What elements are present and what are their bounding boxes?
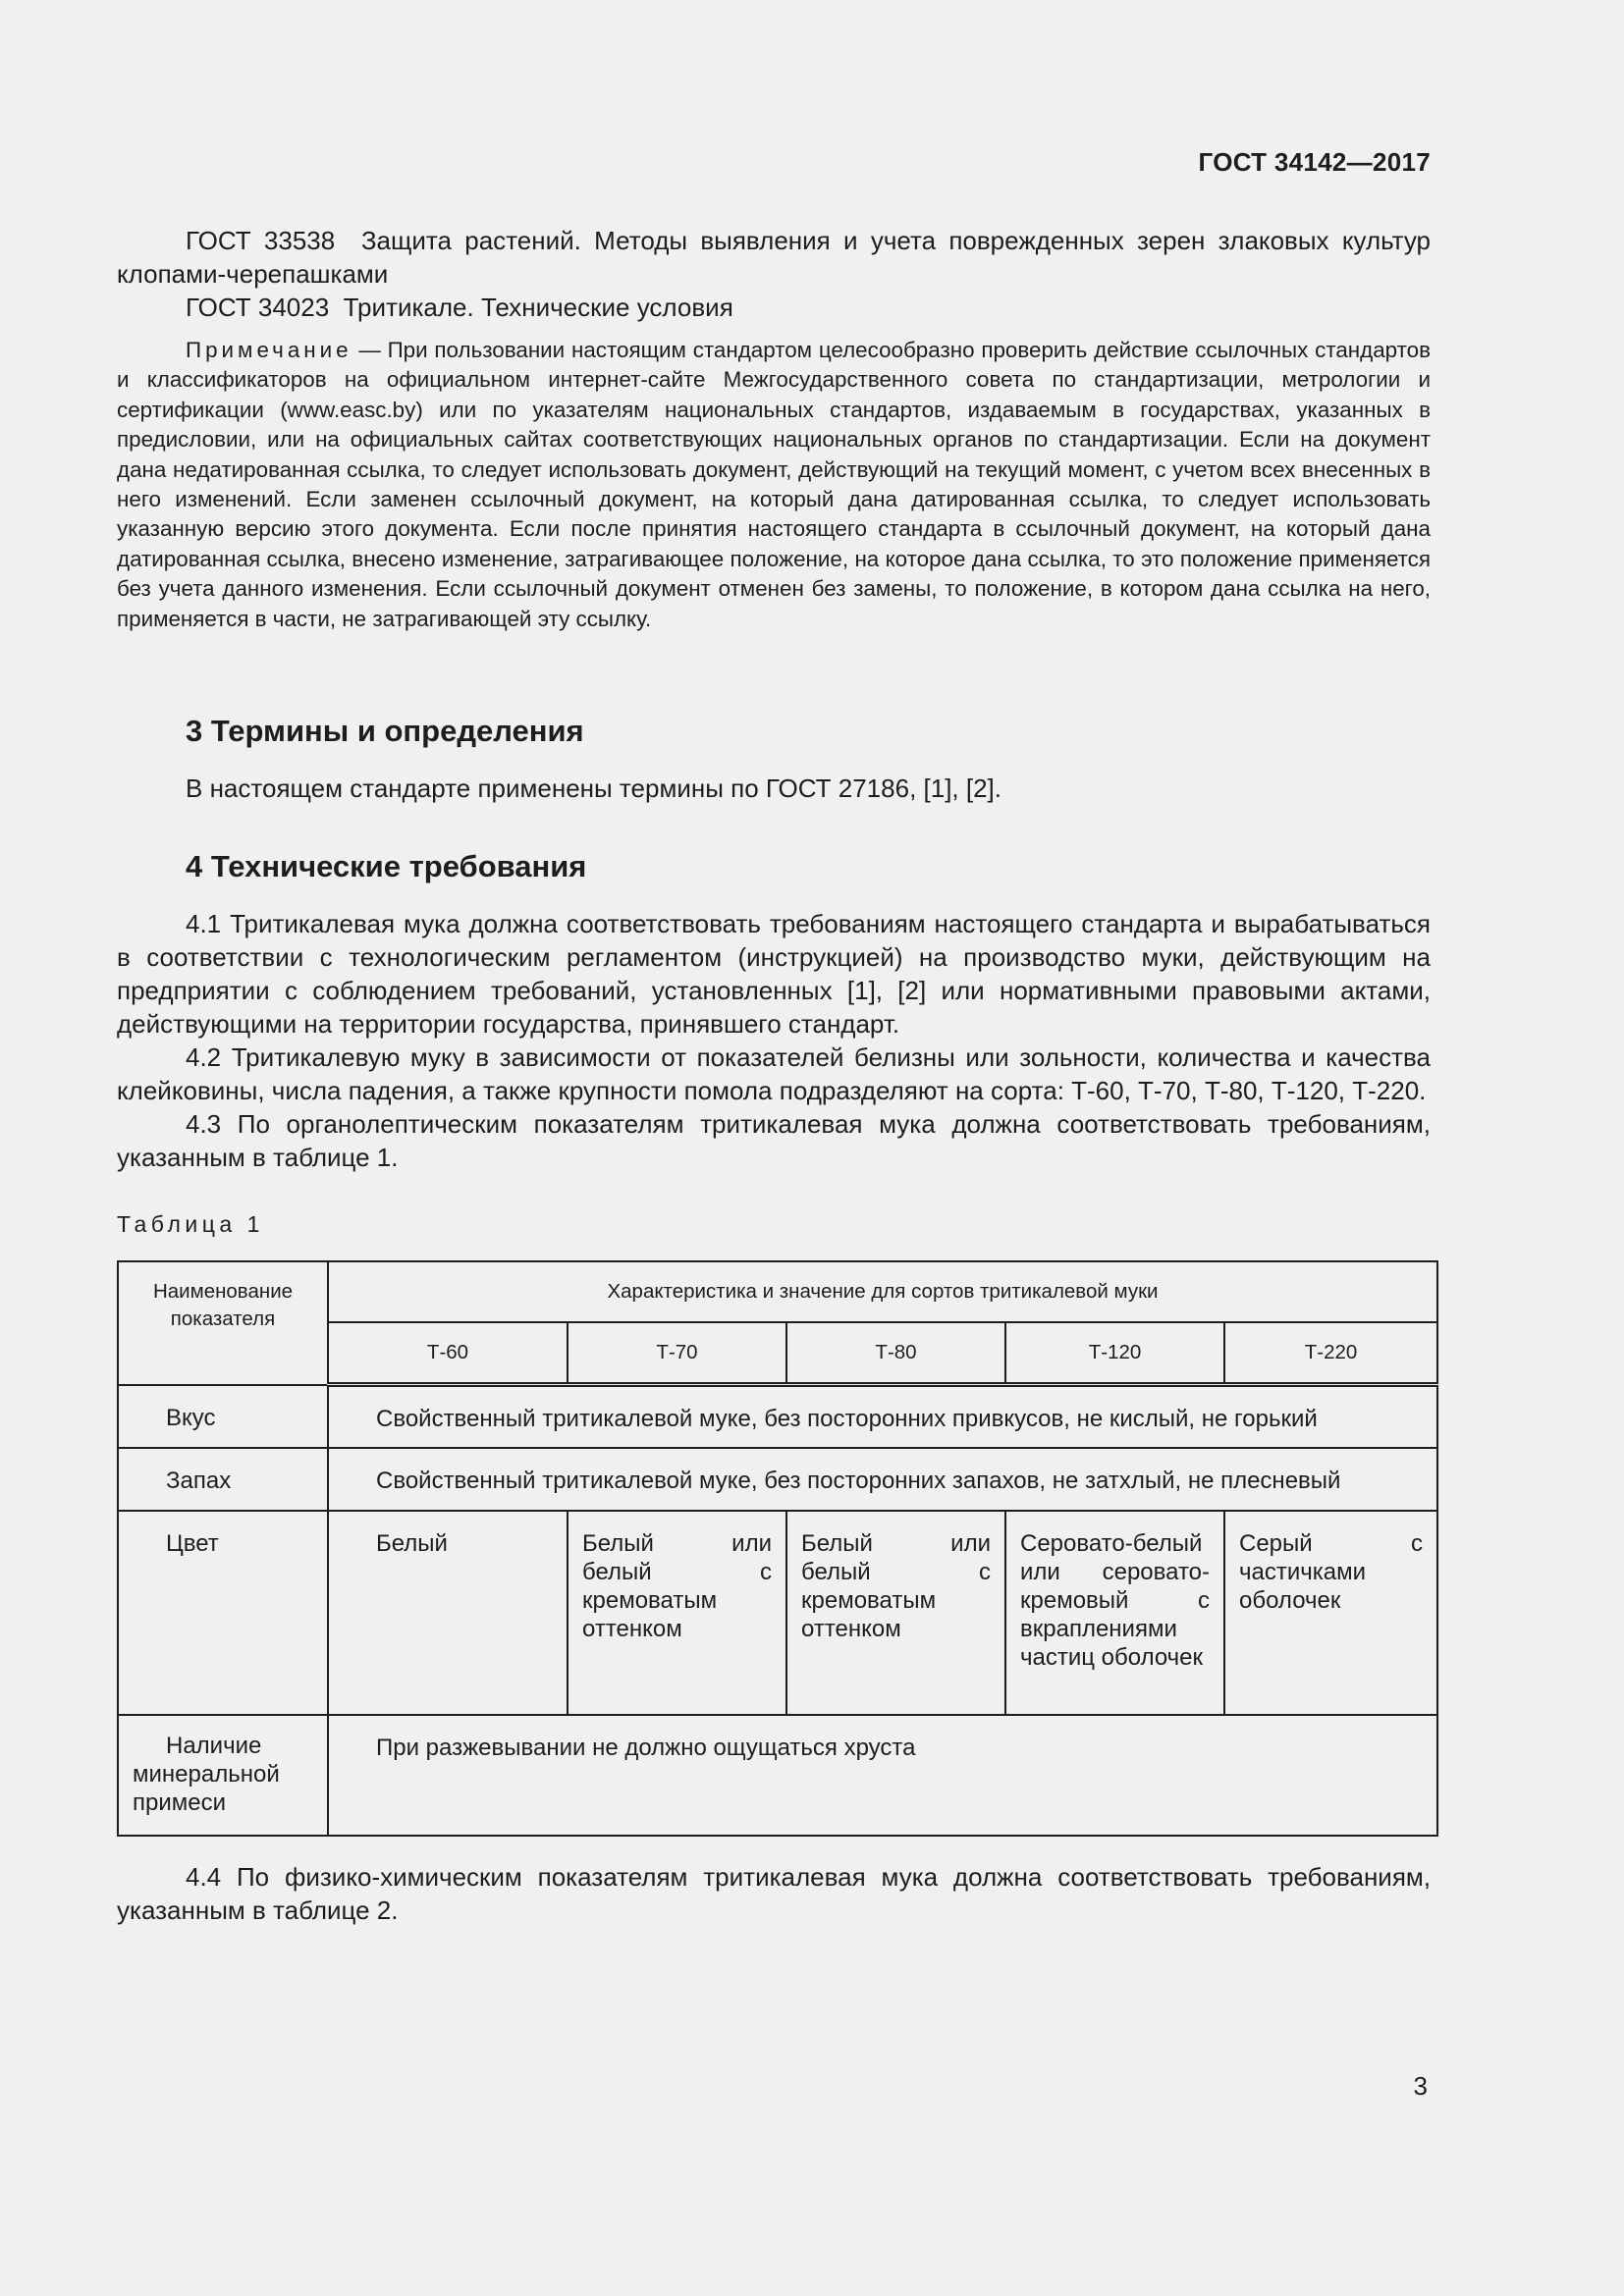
section-3-text: В настоящем стандарте применены термины по ГОСТ 27186, [1], [2]. xyxy=(186,774,1001,804)
indicator-name: Запах xyxy=(118,1448,328,1511)
sort-header: Т-60 xyxy=(328,1322,568,1385)
note-paragraph xyxy=(117,336,1431,634)
indicator-value: Свойственный тритикалевой муке, без посторонних запахов, не затхлый, не плесневый xyxy=(328,1448,1437,1511)
clause-4-1: 4.1 Тритикалевая мука должна соответствовать требованиям настоящего стандарта и вырабатываться в соответствии с технологическим регламентом (инструкцией) на производство муки, действующим на предприятии с соблюдением требований, установленных [1], [2] или нормативными правовыми актами, действующими на территории государства, принявшего стандарт. xyxy=(117,909,1431,1040)
section-4-heading: 4 Технические требования xyxy=(186,849,587,884)
table-caption: Таблица 1 xyxy=(117,1211,264,1238)
table-row-smell xyxy=(118,1448,1437,1511)
document-id: ГОСТ 34142—2017 xyxy=(1198,147,1431,177)
indicator-value: Свойственный тритикалевой муке, без посторонних привкусов, не кислый, не горький xyxy=(328,1385,1437,1448)
reference-code: ГОСТ 33538 xyxy=(186,226,336,255)
indicator-name-line: Наличие xyxy=(166,1732,262,1759)
sort-header: Т-220 xyxy=(1224,1322,1437,1385)
color-value-t220: Серый с частичками оболочек xyxy=(1224,1511,1437,1715)
table-row-taste xyxy=(118,1385,1437,1448)
indicator-name-line: минеральной xyxy=(133,1760,280,1788)
clause-4-2: 4.2 Тритикалевую муку в зависимости от показателей белизны или зольности, количества и качества клейковины, числа падения, а также крупности помола подразделяют на сорта: Т-60, Т-70, Т-80, Т-120, Т-220. xyxy=(117,1042,1431,1106)
indicator-name xyxy=(118,1715,328,1836)
reference-gost-34023 xyxy=(117,291,1431,324)
indicator-name-line: примеси xyxy=(133,1789,227,1816)
clause-4-4: 4.4 По физико-химическим показателям тритикалевая мука должна соответствовать требованиям, указанным в таблице 2. xyxy=(117,1861,1431,1925)
reference-code: ГОСТ 34023 xyxy=(186,293,330,322)
reference-title: Защита растений. Методы выявления и учета поврежденных зерен злаковых культур клопами-черепашками xyxy=(117,226,1431,289)
color-value-t60: Белый xyxy=(328,1511,568,1715)
page-content xyxy=(117,224,1431,1927)
sort-header: Т-70 xyxy=(568,1322,786,1385)
table-row-mineral xyxy=(118,1715,1437,1836)
color-value-t120: Серовато-белый или серовато-кремовый с вкраплениями частиц оболочек xyxy=(1005,1511,1224,1715)
table-1 xyxy=(117,1260,1438,1837)
section-3-heading: 3 Термины и определения xyxy=(186,714,584,749)
color-value-t80: Белый или белый с кремоватым оттенком xyxy=(786,1511,1005,1715)
color-value-t70: Белый или белый с кремоватым оттенком xyxy=(568,1511,786,1715)
sort-header: Т-80 xyxy=(786,1322,1005,1385)
sort-header: Т-120 xyxy=(1005,1322,1224,1385)
note-label: Примечание xyxy=(186,338,352,362)
indicator-value: При разжевывании не должно ощущаться хруста xyxy=(328,1715,1437,1836)
clause-4-3: 4.3 По органолептическим показателям тритикалевая мука должна соответствовать требованиям, указанным в таблице 1. xyxy=(117,1109,1431,1173)
table-row-color xyxy=(118,1511,1437,1715)
note-text: — При пользовании настоящим стандартом целесообразно проверить действие ссылочных стандартов и классификаторов на официальном интернет-сайте Межгосударственного совета по стандартизации, метрологии и сертификации (www.easc.by) или по указателям национальных стандартов, издаваемым в государствах, указанных в предисловии, или на официальных сайтах соответствующих национальных органов по стандартизации. Если на документ дана недатированная ссылка, то следует использовать документ, действующий на текущий момент, с учетом всех внесенных в него изменений. Если заменен ссылочный документ, на который дана датированная ссылка, то следует использовать указанную версию этого документа. Если после принятия настоящего стандарта в ссылочный документ, на который дана датированная ссылка, внесено изменение, затрагивающее положение, на которое дана ссылка, то это положение применяется без учета данного изменения. Если ссылочный документ отменен без замены, то положение, в котором дана ссылка на него, применяется в части, не затрагивающей эту ссылку. xyxy=(117,338,1431,631)
column-header-characteristics: Характеристика и значение для сортов тритикалевой муки xyxy=(328,1261,1437,1322)
column-header-indicator: Наименование показателя xyxy=(118,1261,328,1385)
table-header-row xyxy=(118,1261,1437,1322)
page-number: 3 xyxy=(1413,2071,1428,2101)
reference-title: Тритикале. Технические условия xyxy=(343,293,733,322)
indicator-name: Вкус xyxy=(118,1385,328,1448)
reference-gost-33538 xyxy=(117,224,1431,291)
indicator-name: Цвет xyxy=(118,1511,328,1715)
